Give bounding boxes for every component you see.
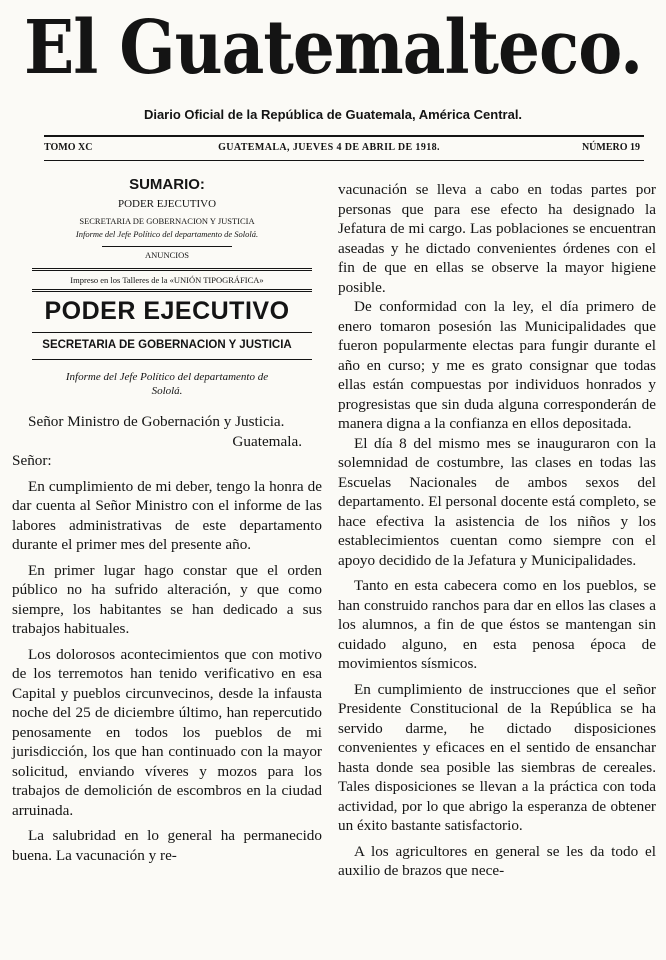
paragraph: En cumplimiento de instrucciones que el señor Presidente Constitucional de la República se ha servido darme, he dictado disposiciones convenientes y eficaces en el sentido de ensanchar hasta donde sea posible las siembras de cereales. Tales disposiciones se llevan a la práctica con toda actividad, por lo que abrigo la esperanza de obtener un éxito bastante satisfactorio. xyxy=(338,680,656,834)
column-right xyxy=(338,180,656,881)
paragraph: En cumplimiento de mi deber, tengo la honra de dar cuenta al Señor Ministro con el informe de las labores administrativas de este departamento durante el primer mes del presente año. xyxy=(12,477,322,553)
summary-box xyxy=(12,176,322,292)
letter-body-left xyxy=(12,412,322,865)
letter-salutation: Señor: xyxy=(12,452,52,469)
letter-city: Guatemala. xyxy=(232,432,302,450)
masthead-rule-top xyxy=(44,135,644,137)
paragraph: Los dolorosos acontecimientos que con motivo de los terremotos han tenido verificativo en esa Capital y pueblos circunvecinos, desde la infausta noche del 25 de diciembre último, han repercutido penosamente en todos los pueblos de mi jurisdicción, los que han continuado con la mayor solicitud, enviando víveres y mozos para los trabajos de demolición de escombros en la ciudad arruinada. xyxy=(12,645,322,819)
issue-number: NÚMERO 19 xyxy=(581,142,640,153)
letter-addressee: Señor Ministro de Gobernación y Justicia. xyxy=(28,413,285,430)
section-rule xyxy=(32,332,312,333)
paragraph: vacunación se lleva a cabo en todas partes por personas que para ese efecto ha designado la Jefatura de mi cargo. Las poblaciones se encuentran aseadas y he dictado convenientes órdenes con el fin de que en ellas se observe la mayor higiene posible. xyxy=(338,181,656,296)
column-left xyxy=(12,172,322,865)
section-rule-bottom xyxy=(32,359,312,360)
summary-informe: Informe del Jefe Político del departamento de Sololá. xyxy=(75,229,259,239)
issue-date: GUATEMALA, JUEVES 4 DE ABRIL DE 1918. xyxy=(218,142,440,153)
paragraph: Tanto en esta cabecera como en los pueblos, se han construido ranchos para dar en ellos las clases a los alumnos, a fin de que éstos se mantengan sin cuidado alguno, en esta penosa época de movimientos sísmicos. xyxy=(338,577,656,672)
volume-label: TOMO XC xyxy=(44,142,93,153)
section-heading: PODER EJECUTIVO xyxy=(44,297,290,325)
paragraph: De conformidad con la ley, el día primero de enero tomaron posesión las Municipalidades que fueron popularmente electas para fungir durante el año en curso; y me es grato consignar que todas ellas están compuestas por individuos honrados y progresistas que sin duda alguna corresponderán de manera digna a la confianza en ellos depositada. xyxy=(338,298,656,432)
printer-note: Impreso en los Talleres de la «UNIÓN TIPOGRÁFICA» xyxy=(70,275,264,285)
masthead-rule-bottom xyxy=(44,160,644,161)
newspaper-subtitle: Diario Oficial de la República de Guatemala, América Central. xyxy=(143,107,523,122)
letter-body-right xyxy=(338,180,656,881)
paragraph: El día 8 del mismo mes se inauguraron con la solemnidad de costumbre, las clases en todas las Escuelas Nacionales de ambos sexos del departamento. El personal docente está completo, se hace efectiva la asistencia de los niños y los establecimientos cuentan como siempre con el apoyo decidido de la Jefatura y Municipalidades. xyxy=(338,434,656,569)
section-subheading: SECRETARIA DE GOBERNACION Y JUSTICIA xyxy=(42,339,292,351)
paragraph: La salubridad en lo general ha permanecido buena. La vacunación y re- xyxy=(12,827,322,864)
summary-rule xyxy=(32,268,312,271)
paragraph: En primer lugar hago constar que el orden público no ha sufrido alteración, y que como siempre, los habitantes se han dedicado a sus trabajos habituales. xyxy=(12,561,322,637)
printer-rule xyxy=(32,289,312,292)
summary-title: SUMARIO: xyxy=(129,176,205,193)
summary-poder: PODER EJECUTIVO xyxy=(117,198,217,210)
summary-divider xyxy=(102,246,232,247)
newspaper-title: El Guatemalteco. xyxy=(23,3,643,91)
summary-anuncios: ANUNCIOS xyxy=(145,250,189,260)
paragraph: A los agricultores en general se les da todo el auxilio de brazos que nece- xyxy=(338,842,656,879)
summary-secretaria: SECRETARIA DE GOBERNACION Y JUSTICIA xyxy=(79,216,255,226)
report-title: Informe del Jefe Político del departamento de Sololá. xyxy=(65,371,269,397)
dateline xyxy=(44,140,644,158)
